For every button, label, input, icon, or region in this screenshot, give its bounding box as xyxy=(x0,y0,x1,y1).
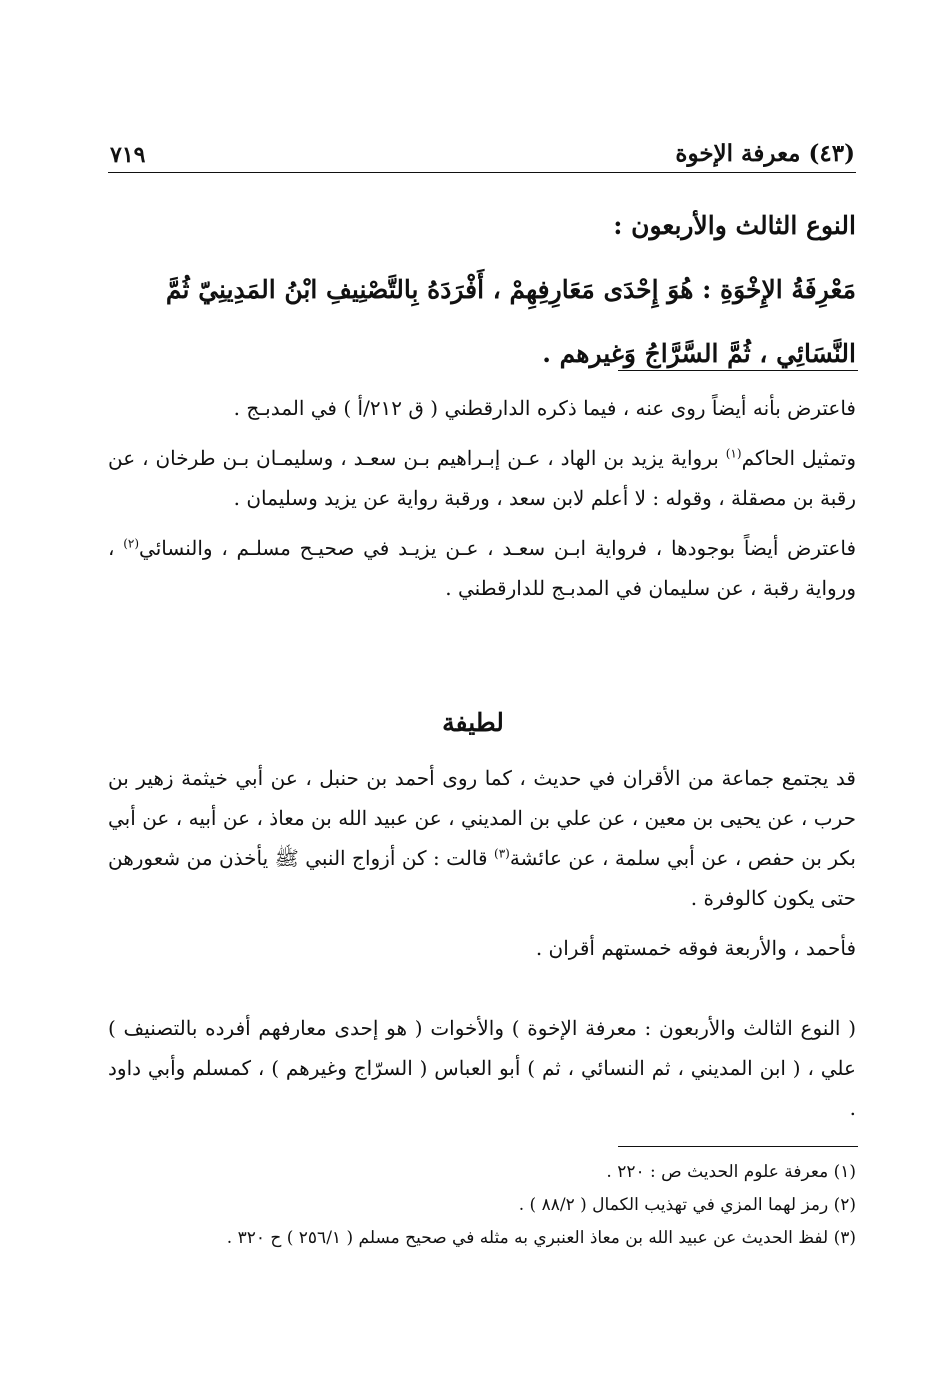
footnote-item: (٢) رمز لهما المزي في تهذيب الكمال ( ٨٨/٢ ) . xyxy=(518,1195,856,1215)
footnote-ref: (١) xyxy=(725,446,742,461)
commentary-paragraph: فاعترض أيضاً بوجودها ، فرواية ابـن سعـد ، عـن يزيـد في صحيـح مسلـم ، والنسائي$^{(٢)}$ ، ورواية رقبة ، عن سليمان في المدبـج للدارقطني . xyxy=(108,536,857,600)
commentary-paragraph: فاعترض بأنه أيضاً روى عنه ، فيما ذكره الدارقطني ( ق ٢١٢/أ ) في المدبـج . xyxy=(233,396,856,420)
section-heading: لطيفة xyxy=(442,708,504,737)
header-divider xyxy=(108,172,856,173)
footnote-ref: (٢) xyxy=(123,536,140,551)
main-text xyxy=(108,194,856,386)
footnote-divider xyxy=(618,1146,858,1147)
page-header xyxy=(110,140,855,176)
commentary-section xyxy=(108,388,856,618)
nazm-paragraph: ( النوع الثالث والأربعون : معرفة الإخوة ) والأخوات ( هو إحدى معارفهم أفرده بالتصنيف ) علي ، ( ابن المديني ، ثم النسائي ، ثم ) أبو العباس ( السرّاج وغيرهم ) ، كمسلم وأبي داود . xyxy=(108,1016,856,1120)
main-line-continuation: النَّسَائِي ، ثُمَّ السَّرَّاجُ وَغيرهم . xyxy=(542,339,856,368)
chapter-title: (٤٣) معرفة الإخوة xyxy=(675,140,855,167)
footnote-item: (٣) لفظ الحديث عن عبيد الله بن معاذ العنبري به مثله في صحيح مسلم ( ٢٥٦/١ ) ح ٣٢٠ . xyxy=(226,1228,856,1248)
footnotes xyxy=(108,1156,856,1255)
main-line-definition: مَعْرِفَةُ الإِخْوَةِ : هُوَ إِحْدَى مَعَارِفِهِمْ ، أَفْرَدَهُ بِالتَّصْنِيفِ ابْنُ المَدِينِيّ ثُمَّ xyxy=(165,275,856,304)
main-line-heading: النوع الثالث والأربعون : xyxy=(613,211,856,240)
latifa-paragraph: فأحمد ، والأربعة فوقه خمستهم أقران . xyxy=(535,936,856,960)
latifa-paragraph: قد يجتمع جماعة من الأقران في حديث ، كما روى أحمد بن حنبل ، عن أبي خيثمة زهير بن حرب ، عن يحيى بن معين ، عن علي بن المديني ، عن عبيد الله بن معاذ ، عن أبيه ، عن أبي بكر بن حفص ، عن أبي سلمة ، عن عائشة$^{(٣)}$ قالت : كن أزواج النبي ﷺ يأخذن من شعورهن حتى يكون كالوفرة . xyxy=(108,766,857,910)
main-text-divider xyxy=(618,370,858,371)
latifa-section xyxy=(108,758,856,978)
footnote-item: (١) معرفة علوم الحديث ص : ٢٢٠ . xyxy=(606,1162,856,1182)
commentary-paragraph: وتمثيل الحاكم$^{(١)}$ برواية يزيد بن الهاد ، عـن إبـراهيم بـن سعـد ، وسليمـان بـن طرخان ، عن رقبة بن مصقلة ، وقوله : لا أعلم لابن سعد ، ورقبة رواية عن يزيد وسليمان . xyxy=(108,446,856,510)
nazm-section xyxy=(108,1008,856,1138)
page-number: ٧١٩ xyxy=(110,142,146,168)
footnote-ref: (٣) xyxy=(494,846,510,861)
